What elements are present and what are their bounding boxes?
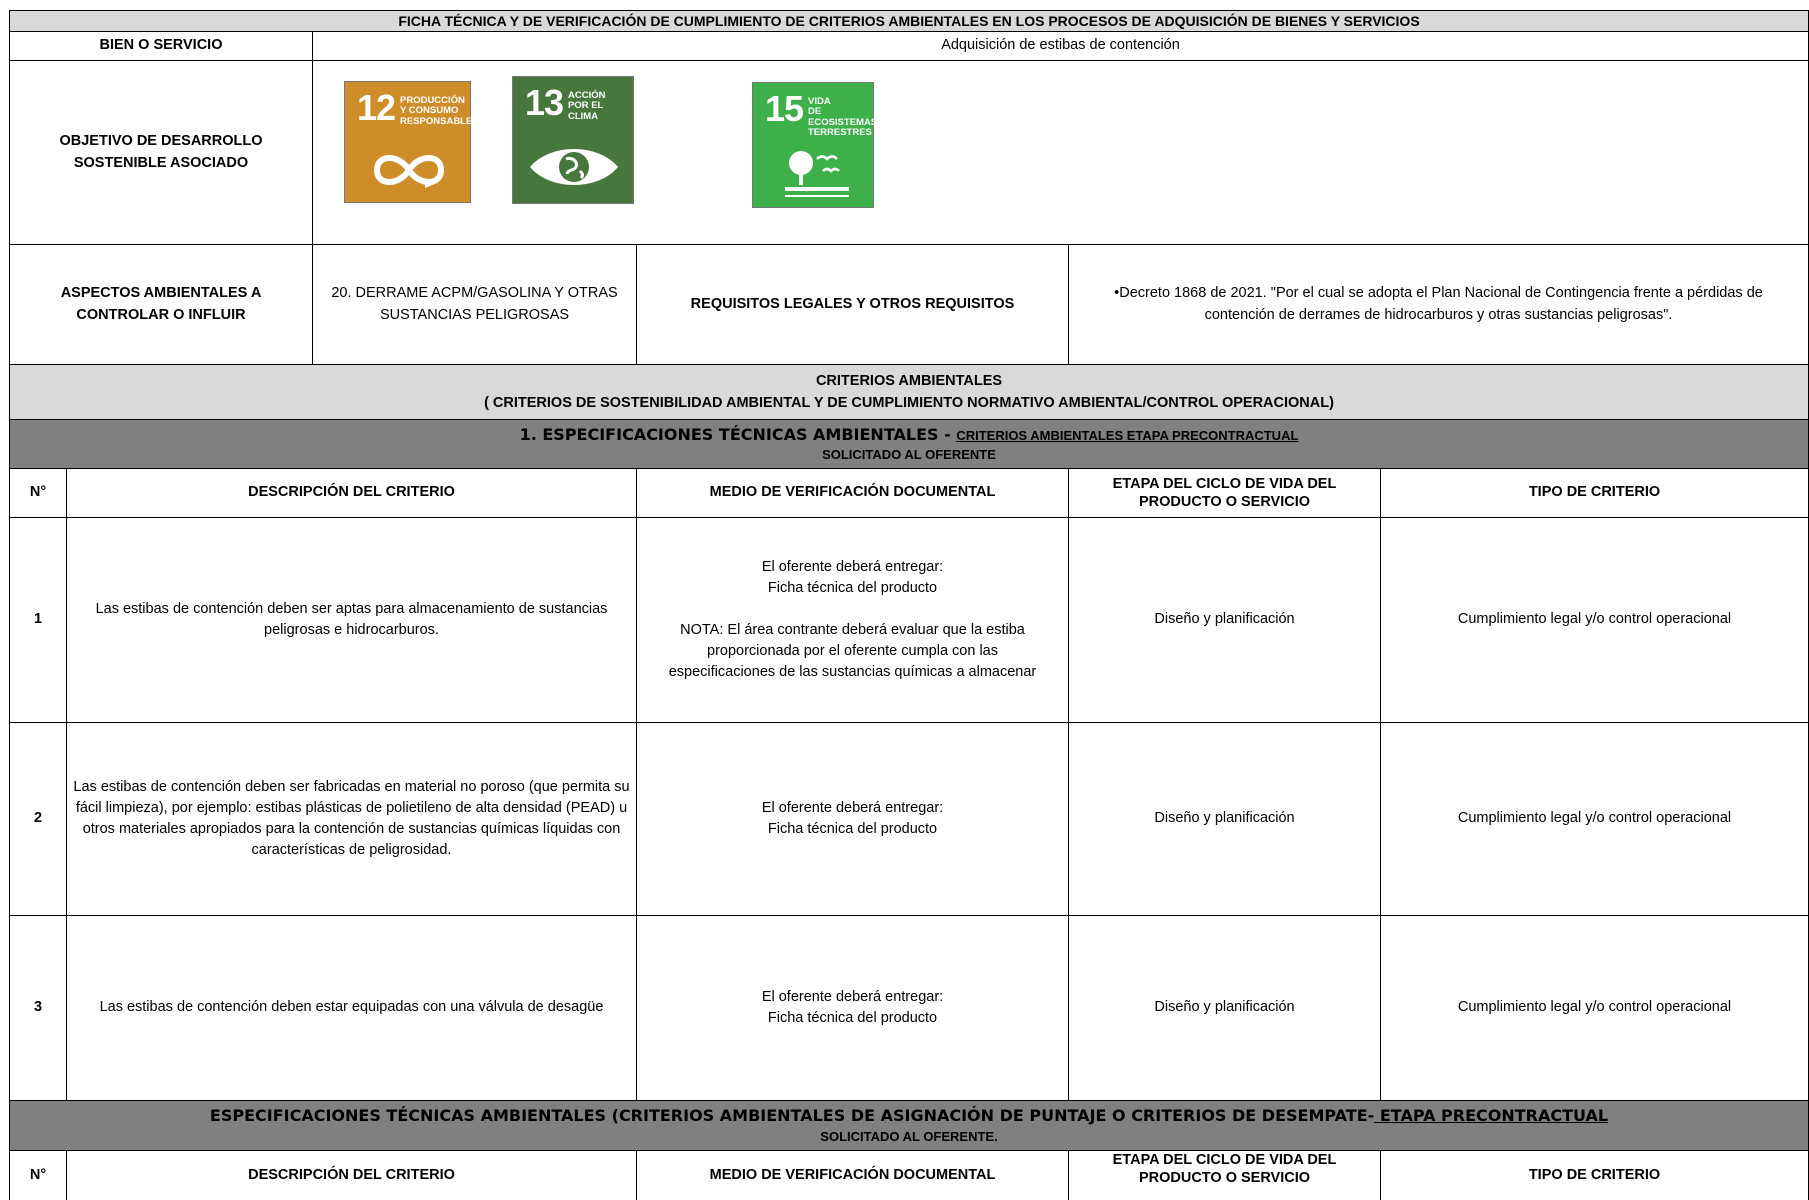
sdg-13-number: 13 xyxy=(525,82,564,123)
sdg-15-icon xyxy=(752,82,878,208)
criteria-header xyxy=(9,364,1809,420)
section2-subtitle: SOLICITADO AL OFERENTE. xyxy=(820,1128,998,1144)
row2-descripcion: Las estibas de contención deben ser fabricadas en material no poroso (que permita su fácil limpieza), por ejemplo: estibas plásticas de polietileno de alta densidad (PEAD) u otros materiales apropiados para la contención de sustancias químicas líquidas con características de peligrosidad. xyxy=(66,722,637,916)
sdg-12-icon xyxy=(344,81,479,203)
row1-etapa: Diseño y planificación xyxy=(1068,517,1381,723)
row3-etapa: Diseño y planificación xyxy=(1068,915,1381,1101)
section1-subtitle: SOLICITADO AL OFERENTE xyxy=(822,447,996,463)
aspects-value: 20. DERRAME ACPM/GASOLINA Y OTRAS SUSTANCIAS PELIGROSAS xyxy=(312,244,637,365)
row3-n: 3 xyxy=(9,915,67,1101)
row1-descripcion: Las estibas de contención deben ser aptas para almacenamiento de sustancias peligrosas e hidrocarburos. xyxy=(66,517,637,723)
sdg-13-icon xyxy=(512,76,634,204)
bien-value: Adquisición de estibas de contención xyxy=(312,31,1809,61)
row1-tipo: Cumplimiento legal y/o control operacional xyxy=(1380,517,1809,723)
row3-medio: El oferente deberá entregar: Ficha técnica del producto xyxy=(636,915,1069,1101)
row2-tipo: Cumplimiento legal y/o control operacional xyxy=(1380,722,1809,916)
col-descripcion: DESCRIPCIÓN DEL CRITERIO xyxy=(66,468,637,518)
section1-title-underlined: CRITERIOS AMBIENTALES ETAPA PRECONTRACTUAL xyxy=(956,427,1299,443)
tree-birds-icon xyxy=(783,145,853,201)
col-tipo: TIPO DE CRITERIO xyxy=(1380,468,1809,518)
section2-header xyxy=(9,1100,1809,1151)
eye-globe-icon xyxy=(526,141,622,193)
criteria-header-line2: ( CRITERIOS DE SOSTENIBILIDAD AMBIENTAL Y DE CUMPLIMIENTO NORMATIVO AMBIENTAL/CONTROL OPERACIONAL) xyxy=(484,395,1334,411)
sdg-12-number: 12 xyxy=(357,87,396,128)
row1-n: 1 xyxy=(9,517,67,723)
row3-descripcion: Las estibas de contención deben estar equipadas con una válvula de desagüe xyxy=(66,915,637,1101)
bien-label: BIEN O SERVICIO xyxy=(9,31,313,61)
col2-tipo: TIPO DE CRITERIO xyxy=(1380,1150,1809,1200)
row2-n: 2 xyxy=(9,722,67,916)
row2-etapa: Diseño y planificación xyxy=(1068,722,1381,916)
section2-title xyxy=(210,1105,1608,1127)
col-n: N° xyxy=(9,468,67,518)
col2-etapa: ETAPA DEL CICLO DE VIDA DEL PRODUCTO O SERVICIO xyxy=(1068,1150,1381,1200)
section2-title-main: ESPECIFICACIONES TÉCNICAS AMBIENTALES (CRITERIOS AMBIENTALES DE ASIGNACIÓN DE PUNTAJE O CRITERIOS DE DESEMPATE- xyxy=(209,1106,1375,1126)
sdg-12-text: PRODUCCIÓN Y CONSUMO RESPONSABLES xyxy=(400,95,479,127)
sdg-13-text: ACCIÓN POR EL CLIMA xyxy=(568,90,606,122)
sdg-15-text: VIDA DE ECOSISTEMAS TERRESTRES xyxy=(808,96,878,139)
legal-value: •Decreto 1868 de 2021. "Por el cual se adopta el Plan Nacional de Contingencia frente a pérdidas de contención de derrames de hidrocarburos y otras sustancias peligrosas". xyxy=(1068,244,1809,365)
section1-header xyxy=(9,419,1809,469)
sheet-title: FICHA TÉCNICA Y DE VERIFICACIÓN DE CUMPLIMIENTO DE CRITERIOS AMBIENTALES EN LOS PROCESOS DE ADQUISICIÓN DE BIENES Y SERVICIOS xyxy=(9,10,1809,32)
legal-label: REQUISITOS LEGALES Y OTROS REQUISITOS xyxy=(636,244,1069,365)
col2-medio: MEDIO DE VERIFICACIÓN DOCUMENTAL xyxy=(636,1150,1069,1200)
col-medio: MEDIO DE VERIFICACIÓN DOCUMENTAL xyxy=(636,468,1069,518)
section1-title-main: 1. ESPECIFICACIONES TÉCNICAS AMBIENTALES - xyxy=(519,424,957,444)
col2-n: N° xyxy=(9,1150,67,1200)
section1-title xyxy=(520,424,1299,446)
row1-medio: El oferente deberá entregar: Ficha técnica del producto NOTA: El área contrante deberá evaluar que la estiba proporcionada por el oferente cumpla con las especificaciones de las sustancias químicas a almacenar xyxy=(636,517,1069,723)
col-etapa: ETAPA DEL CICLO DE VIDA DEL PRODUCTO O SERVICIO xyxy=(1068,468,1381,518)
ods-label: OBJETIVO DE DESARROLLO SOSTENIBLE ASOCIADO xyxy=(9,60,313,245)
row3-tipo: Cumplimiento legal y/o control operacional xyxy=(1380,915,1809,1101)
sdg-15-number: 15 xyxy=(765,88,804,129)
criteria-header-line1: CRITERIOS AMBIENTALES xyxy=(815,372,1003,389)
aspects-label: ASPECTOS AMBIENTALES A CONTROLAR O INFLUIR xyxy=(9,244,313,365)
col2-descripcion: DESCRIPCIÓN DEL CRITERIO xyxy=(66,1150,637,1200)
row2-medio: El oferente deberá entregar: Ficha técnica del producto xyxy=(636,722,1069,916)
section2-title-underlined: ETAPA PRECONTRACTUAL xyxy=(1374,1106,1609,1126)
infinity-icon xyxy=(369,148,449,192)
